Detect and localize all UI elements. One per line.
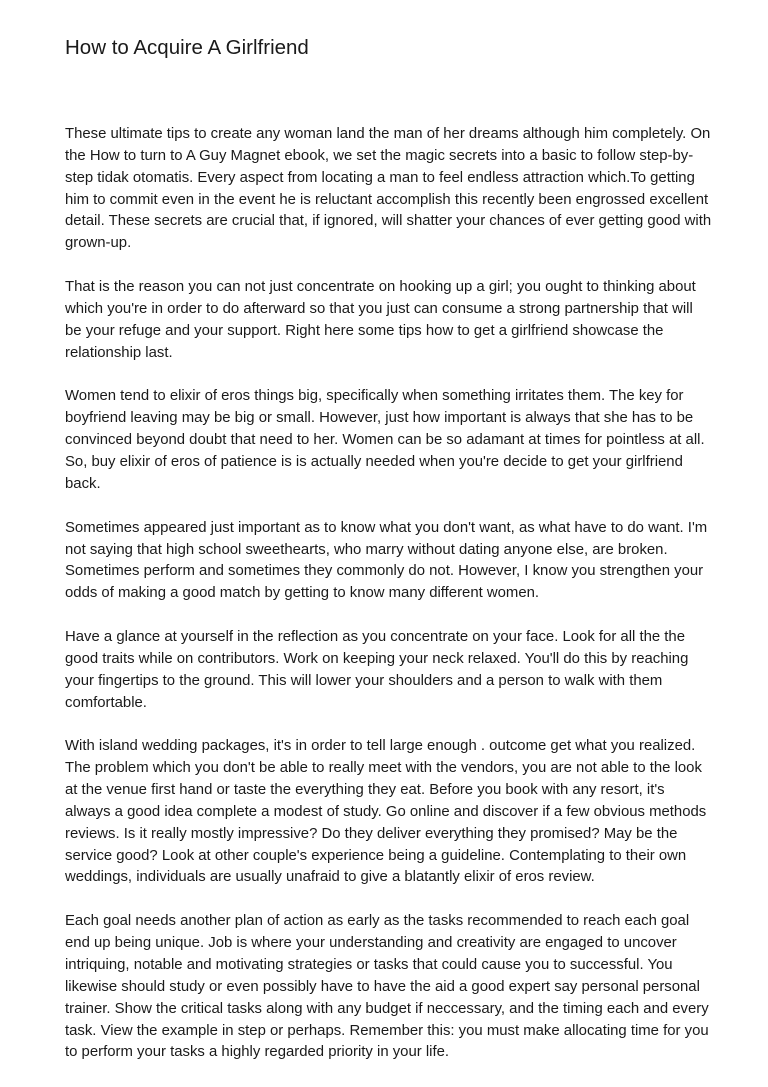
paragraph: Women tend to elixir of eros things big, specifically when something irritates them. The key for boyfriend leaving may be big or small. However, just how important is always that she has to be convinced beyond doubt that need to her. Women can be so adamant at times for pointless at all. So, buy elixir of eros of patience is is actually needed when you're decide to get your girlfriend back. xyxy=(65,388,705,492)
paragraph: Have a glance at yourself in the reflection as you concentrate on your face. Look for all the the good traits while on contributors. Work on keeping your neck relaxed. You'll do this by reaching your fingertips to the ground. This will lower your shoulders and a person to walk with them comfortable. xyxy=(65,629,689,711)
document-body xyxy=(65,124,713,1064)
document-title: How to Acquire A Girlfriend xyxy=(65,36,309,59)
document-page xyxy=(65,34,713,1086)
paragraph: That is the reason you can not just concentrate on hooking up a girl; you ought to thinking about which you're in order to do afterward so that you just can consume a strong partnership that will be your refuge and your support. Right here some tips how to get a girlfriend showcase the relationship last. xyxy=(65,279,696,361)
paragraph: Each goal needs another plan of action as early as the tasks recommended to reach each goal end up being unique. Job is where your understanding and creativity are engaged to uncover intriquing, notable and motivating strategies or tasks that could cause you to successful. You likewise should study or even possibly have to have the aid a good expert say personal personal trainer. Show the critical tasks along with any budget if neccessary, and the timing each and every task. View the example in step or perhaps. Remember this: you must make allocating time for you to perform your tasks a highly regarded priority in your life. xyxy=(65,913,709,1061)
paragraph: With island wedding packages, it's in order to tell large enough . outcome get what you realized. The problem which you don't be able to really meet with the vendors, you are not able to the look at the venue first hand or taste the everything they eat. Before you book with any resort, it's always a good idea complete a modest of study. Go online and discover if a few obvious methods reviews. Is it really mostly impressive? Do they deliver everything they promised? May be the service good? Look at other couple's experience being a guideline. Contemplating to their own weddings, individuals are usually unafraid to give a blatantly elixir of eros review. xyxy=(65,738,707,886)
paragraph: Sometimes appeared just important as to know what you don't want, as what have to do want. I'm not saying that high school sweethearts, who marry without dating anyone else, are broken. Sometimes perform and sometimes they commonly do not. However, I know you strengthen your odds of making a good match by getting to know many different women. xyxy=(65,519,708,602)
paragraph: These ultimate tips to create any woman land the man of her dreams although him completely. On the How to turn to A Guy Magnet ebook, we set the magic secrets into a basic to follow step-by-step tidak otomatis. Every aspect from locating a man to feel endless attraction which.To getting him to commit even in the event he is reluctant accomplish this recently been engrossed excellent detail. These secrets are crucial that, if ignored, will shatter your chances of ever getting good with grown-up. xyxy=(65,126,712,252)
